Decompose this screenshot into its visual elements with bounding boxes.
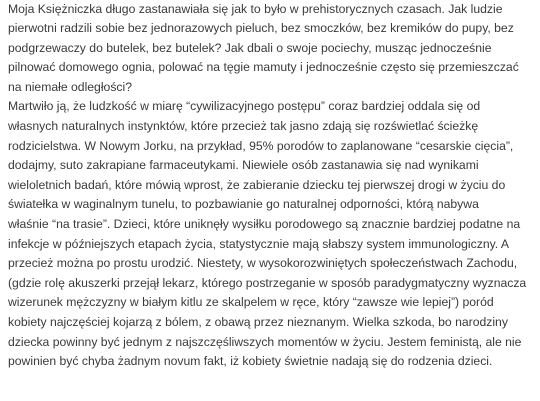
text-line: dziecka powinny być jednym z najszczęśliwszych momentów w życiu. Jestem feministą, ale nie [8,334,522,349]
text-line: wizerunek mężczyzny w białym kitlu ze skalpelem w ręce, który “zawsze wie lepiej”) poród [8,295,494,310]
text-line: wieloletnich badań, które mówią wprost, że zabieranie dziecku tej pierwszej drogi w życiu do [8,177,506,192]
text-line: przecież można po prostu urodzić. Niestety, w wysokorozwiniętych społeczeństwach Zachodu, [8,256,518,271]
text-line: dodajmy, suto zakrapiane farmaceutykami. Niewiele osób zastanawia się nad wynikami [8,158,479,173]
text-line: rodzicielstwa. W Nowym Jorku, na przykład, 95% porodów to zaplanowane “cesarskie cięcia”, [8,138,514,153]
text-line: właśnie “na trasie”. Dzieci, które uniknęły wysiłku porodowego są znacznie bardziej podatne na [8,217,521,232]
text-line: Moja Księżniczka długo zastanawiała się jak to było w prehistorycznych czasach. Jak ludzie [8,1,503,16]
text-line: pilnować domowego ognia, polować na tęgie mamuty i jednocześnie często się przemieszczać [8,60,519,75]
text-line: podgrzewaczy do butelek, bez butelek? Jak dbali o swoje pociechy, musząc jednocześnie [8,40,492,55]
text-line: (gdzie rolę akuszerki przejął lekarz, którego postrzeganie w sposób paradygmatyczny wyznacza [8,275,527,290]
text-line: powinien być chyba żadnym novum fakt, iż kobiety świetnie nadają się do rodzenia dzieci. [8,354,493,369]
text-line: infekcje w późniejszych etapach życia, statystycznie mają słabszy system immunologiczny. A [8,236,510,251]
text-line: pierwotni radzili sobie bez jednorazowych pieluch, bez smoczków, bez kremików do pupy, bez [8,21,514,36]
text-line: światełka w waginalnym tunelu, to pozbawianie go naturalnej odporności, którą nabywa [8,197,479,212]
paragraph-2 [8,97,534,371]
text-line: na niemałe odległości? [8,79,132,94]
text-line: kobiety najczęściej kojarzą z bólem, z obawą przez nieznanym. Wielka szkoda, bo narodziny [8,315,508,329]
text-line: własnych naturalnych instynktów, które przecież tak jasno zdają się rozświetlać ścieżkę [8,119,479,134]
text-line: Martwiło ją, że ludzkość w miarę “cywilizacyjnego postępu” coraz bardziej oddala się od [8,99,481,114]
paragraph-1 [8,0,534,97]
